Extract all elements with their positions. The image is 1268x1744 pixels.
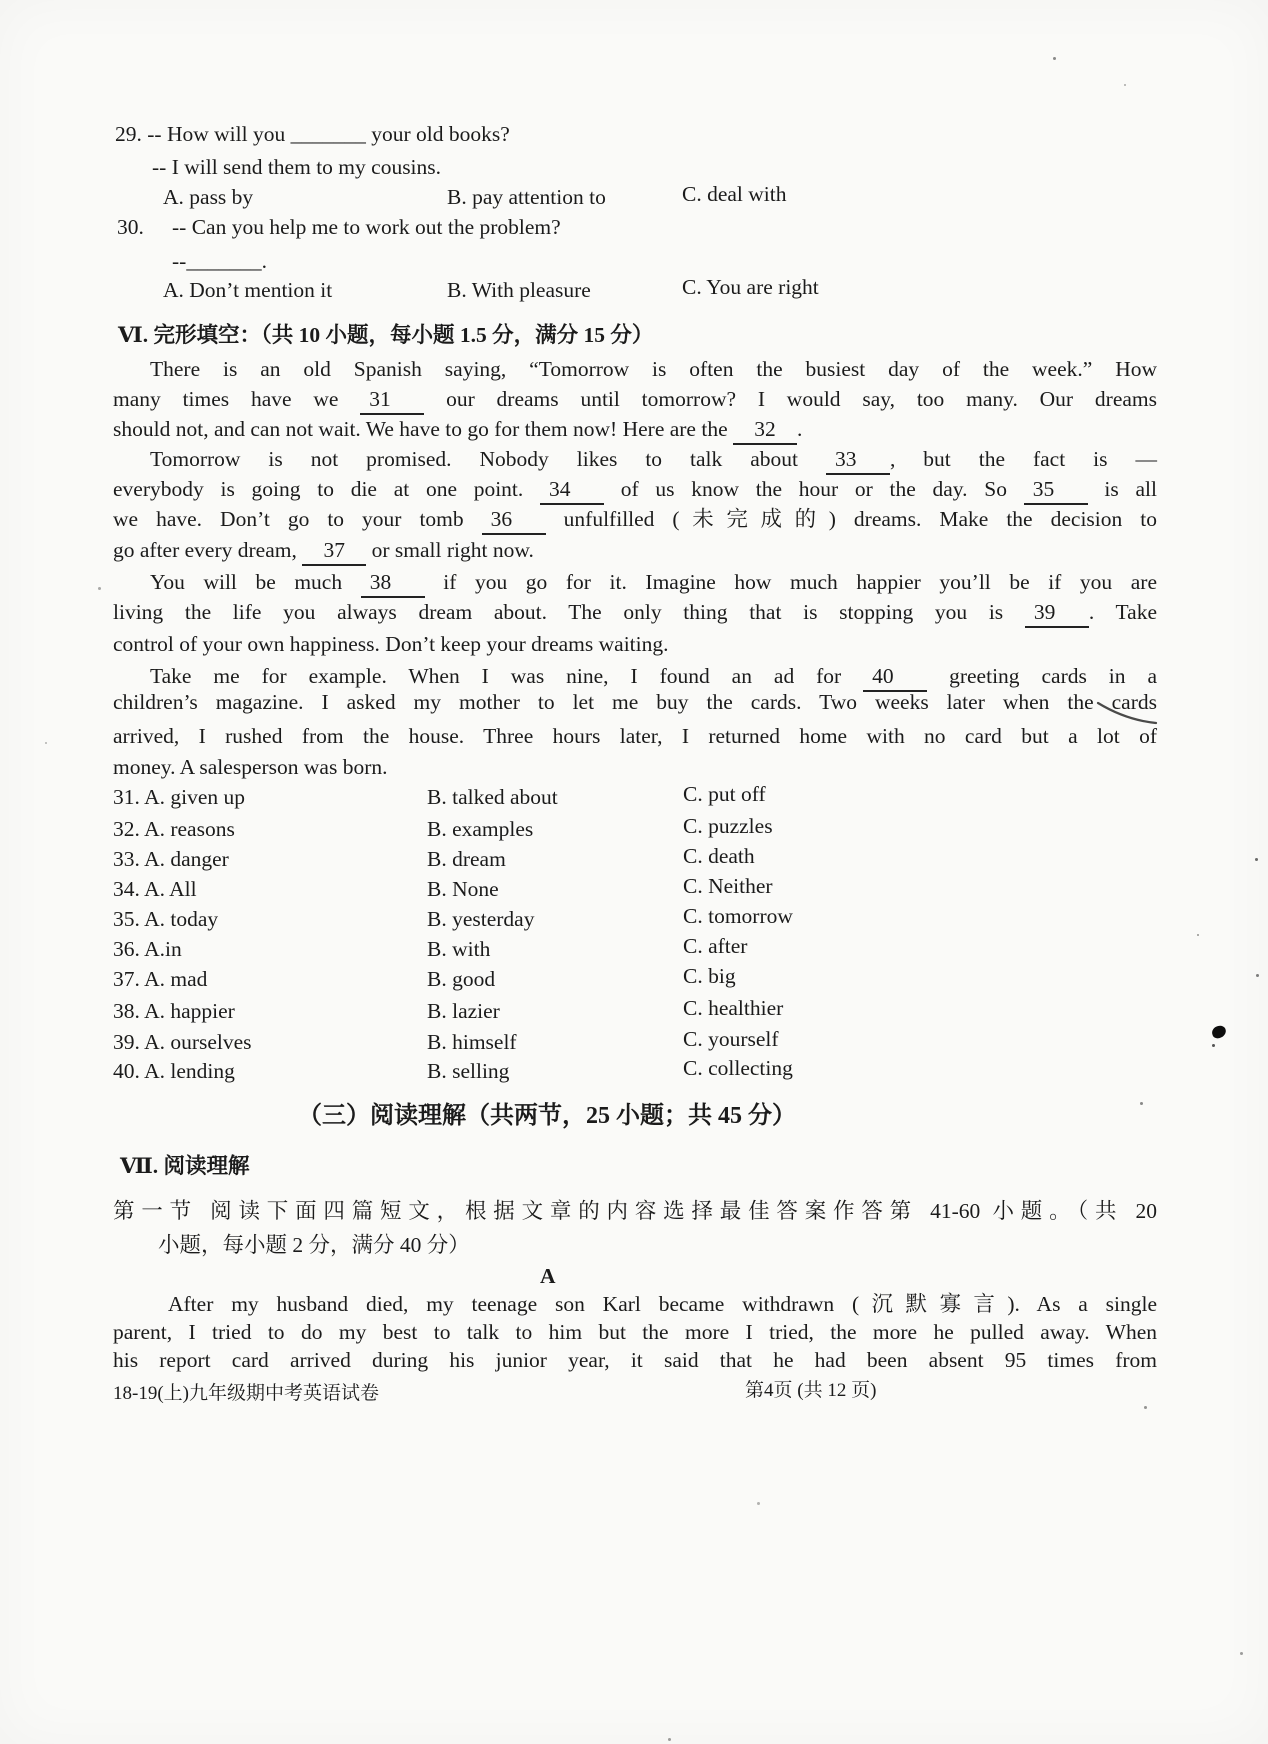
cloze-blank-36: 36 (482, 506, 546, 535)
cloze-37-c: C. big (683, 964, 736, 988)
cloze-37-b: B. good (427, 967, 496, 991)
cloze-40-a: 40. A. lending (113, 1059, 235, 1083)
cloze-35-c: C. tomorrow (683, 904, 793, 928)
section-vii-header: Ⅶ. 阅读理解 (120, 1154, 250, 1178)
cloze-blank-35: 35 (1024, 476, 1088, 505)
cloze-39-a: 39. A. ourselves (113, 1030, 252, 1054)
ink-blob (1211, 1024, 1228, 1039)
cloze-p1-l3: should not, and can not wait. We have to go for them now! Here are the 32 . (113, 416, 802, 445)
cloze-33-c: C. death (683, 844, 755, 868)
footer-page-number: 第4页 (共 12 页) (745, 1380, 877, 1401)
cloze-p4-l4: money. A salesperson was born. (113, 755, 388, 779)
cloze-34-c: C. Neither (683, 874, 773, 898)
cloze-blank-34: 34 (540, 476, 604, 505)
cloze-p2-l1: Tomorrow is not promised. Nobody likes to talk about 33 , but the fact is — (150, 446, 1157, 475)
cloze-p2-l3: we have. Don’t go to your tomb 36 unfulfilled (未完成的) dreams. Make the decision to (113, 506, 1157, 535)
passage-a-l3: his report card arrived during his junior year, it said that he had been absent 95 times from (113, 1348, 1157, 1372)
ink-speck (1255, 858, 1258, 861)
cloze-39-c: C. yourself (683, 1027, 779, 1051)
ink-speck (1124, 84, 1126, 86)
cloze-34-b: B. None (427, 877, 499, 901)
ink-speck (1212, 1044, 1215, 1047)
cloze-33-b: B. dream (427, 847, 506, 871)
q29-option-c: C. deal with (682, 182, 787, 206)
passage-a-label: A (540, 1264, 556, 1288)
cloze-31-c: C. put off (683, 782, 766, 806)
q29-option-b: B. pay attention to (447, 185, 606, 209)
q30-number: 30. (117, 215, 144, 239)
cloze-p2-l4: go after every dream, 37 or small right now. (113, 537, 534, 566)
passage-a-l2: parent, I tried to do my best to talk to him but the more I tried, the more he pulled away. When (113, 1320, 1157, 1344)
q30-blank-line: --_______. (172, 249, 267, 273)
ink-speck (668, 1738, 671, 1741)
cloze-36-b: B. with (427, 937, 491, 961)
cloze-blank-31: 31 (360, 386, 424, 415)
cloze-p4-l3: arrived, I rushed from the house. Three hours later, I returned home with no card but a lot of (113, 724, 1157, 748)
cloze-38-b: B. lazier (427, 999, 500, 1023)
cloze-34-a: 34. A. All (113, 877, 197, 901)
q29-stem: 29. -- How will you _______ your old books? (115, 122, 510, 146)
cloze-blank-37: 37 (302, 537, 366, 566)
ink-speck (1144, 1406, 1147, 1409)
cloze-p3-l1: You will be much 38 if you go for it. Imagine how much happier you’ll be if you are (150, 569, 1157, 598)
part-one-intro-l1: 第一节 阅读下面四篇短文，根据文章的内容选择最佳答案作答第 41-60 小题。（共 20 (113, 1199, 1157, 1223)
cloze-p3-l2: living the life you always dream about. The only thing that is stopping you is 39 . Take (113, 599, 1157, 628)
cloze-35-b: B. yesterday (427, 907, 535, 931)
cloze-blank-39: 39 (1025, 599, 1089, 628)
passage-a-l1: After my husband died, my teenage son Karl became withdrawn (沉默寡言). As a single (168, 1292, 1157, 1316)
cloze-p4-l2: children’s magazine. I asked my mother to let me buy the cards. Two weeks later when the cards (113, 690, 1157, 714)
ink-speck (98, 587, 101, 590)
section-three-header: （三）阅读理解（共两节，25 小题；共 45 分） (298, 1103, 796, 1129)
ink-speck (45, 742, 47, 744)
cloze-38-a: 38. A. happier (113, 999, 235, 1023)
cloze-38-c: C. healthier (683, 996, 784, 1020)
cloze-p1-l2: many times have we 31 our dreams until tomorrow? I would say, too many. Our dreams (113, 386, 1157, 415)
ink-speck (1256, 974, 1259, 977)
ink-speck (757, 1502, 760, 1505)
ink-speck (1240, 1652, 1243, 1655)
q29-answer-line: -- I will send them to my cousins. (152, 155, 442, 179)
cloze-blank-33: 33 (826, 446, 890, 475)
cloze-35-a: 35. A. today (113, 907, 219, 931)
q30-option-c: C. You are right (682, 275, 819, 299)
cloze-40-c: C. collecting (683, 1056, 793, 1080)
cloze-39-b: B. himself (427, 1030, 517, 1054)
ink-speck (1053, 57, 1056, 60)
cloze-36-a: 36. A.in (113, 937, 182, 961)
cloze-33-a: 33. A. danger (113, 847, 229, 871)
ink-speck (1140, 1102, 1143, 1105)
section-vi-header: Ⅵ. 完形填空：（共 10 小题，每小题 1.5 分，满分 15 分） (118, 323, 654, 347)
cloze-p4-l1: Take me for example. When I was nine, I found an ad for 40 greeting cards in a (150, 663, 1157, 692)
cloze-31-b: B. talked about (427, 785, 558, 809)
q29-option-a: A. pass by (163, 185, 254, 209)
cloze-37-a: 37. A. mad (113, 967, 208, 991)
footer-exam-title: 18-19(上)九年级期中考英语试卷 (113, 1383, 379, 1404)
cloze-36-c: C. after (683, 934, 748, 958)
cloze-32-c: C. puzzles (683, 814, 773, 838)
cloze-40-b: B. selling (427, 1059, 510, 1083)
pen-stroke-mark (1096, 700, 1158, 728)
cloze-p3-l3: control of your own happiness. Don’t keep your dreams waiting. (113, 632, 669, 656)
ink-speck (1197, 934, 1199, 936)
cloze-31-a: 31. A. given up (113, 785, 245, 809)
q30-stem: -- Can you help me to work out the problem? (172, 215, 561, 239)
q30-option-a: A. Don’t mention it (163, 278, 333, 302)
cloze-32-a: 32. A. reasons (113, 817, 235, 841)
cloze-blank-40: 40 (863, 663, 927, 692)
cloze-p2-l2: everybody is going to die at one point. 34 of us know the hour or the day. So 35 is all (113, 476, 1157, 505)
part-one-intro-l2: 小题，每小题 2 分，满分 40 分） (158, 1233, 470, 1257)
cloze-p1-l1: There is an old Spanish saying, “Tomorrow is often the busiest day of the week.” How (150, 357, 1157, 381)
q30-option-b: B. With pleasure (447, 278, 591, 302)
cloze-32-b: B. examples (427, 817, 534, 841)
cloze-blank-32: 32 (733, 416, 797, 445)
cloze-blank-38: 38 (361, 569, 425, 598)
